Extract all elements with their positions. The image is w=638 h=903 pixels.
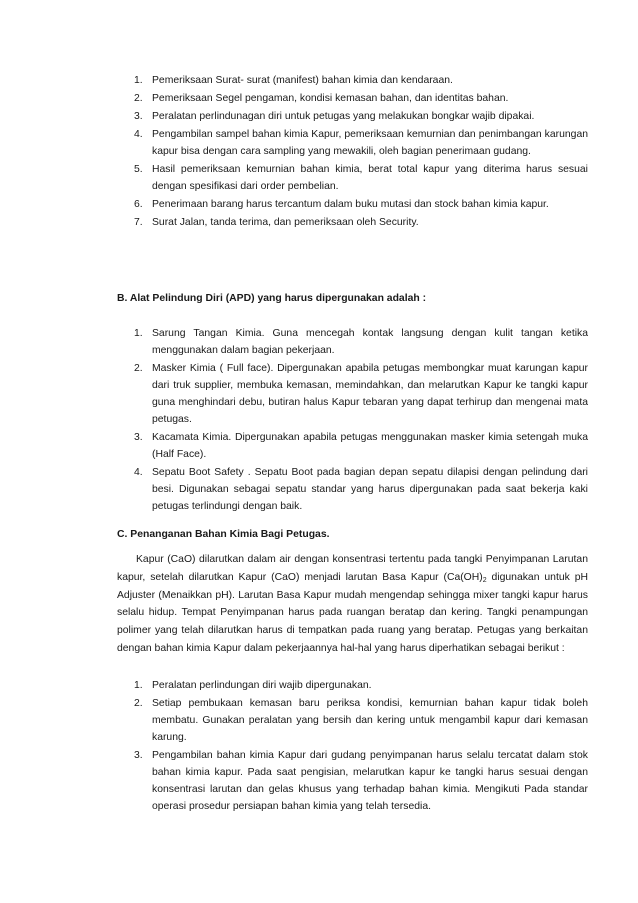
list-number: 5.	[134, 164, 143, 175]
inspection-list	[117, 72, 588, 232]
list-text: Setiap pembukaan kemasan baru periksa kondisi, kemurnian bahan kapur tidak boleh membatu. Gunakan peralatan yang bersih dan kering untuk mengambil kapur dari kemasan karung.	[152, 698, 588, 743]
list-text: Pemeriksaan Surat- surat (manifest) bahan kimia dan kendaraan.	[152, 75, 453, 86]
list-item	[117, 108, 588, 125]
list-item	[117, 429, 588, 463]
list-number: 1.	[134, 680, 143, 691]
list-item	[117, 90, 588, 107]
list-number: 2.	[134, 698, 143, 709]
list-number: 2.	[134, 93, 143, 104]
list-text: Sarung Tangan Kimia. Guna mencegah kontak langsung dengan kulit tangan ketika menggunakan dalam bagian pekerjaan.	[152, 328, 588, 356]
section-b-heading: B. Alat Pelindung Diri (APD) yang harus dipergunakan adalah :	[117, 293, 427, 304]
list-number: 6.	[134, 199, 143, 210]
list-text: Sepatu Boot Safety . Sepatu Boot pada bagian depan sepatu dilapisi dengan pelindung dari besi. Digunakan sebagai sepatu standar yang harus dipergunakan pada saat bekerja kaki petugas terlindungi dengan baik.	[152, 467, 588, 512]
list-number: 4.	[134, 467, 143, 478]
list-item	[117, 196, 588, 213]
list-text: Peralatan perlindungan diri wajib dipergunakan.	[152, 680, 372, 691]
list-item	[117, 161, 588, 195]
list-text: Peralatan perlindunagan diri untuk petugas yang melakukan bongkar wajib dipakai.	[152, 111, 535, 122]
list-item	[117, 695, 588, 746]
list-item	[117, 325, 588, 359]
list-number: 3.	[134, 750, 143, 761]
list-item	[117, 677, 588, 694]
list-number: 4.	[134, 129, 143, 140]
list-item	[117, 126, 588, 160]
list-item	[117, 72, 588, 89]
list-item	[117, 464, 588, 515]
list-text: Hasil pemeriksaan kemurnian bahan kimia, berat total kapur yang diterima harus sesuai dengan spesifikasi dari order pembelian.	[152, 164, 588, 192]
list-item	[117, 747, 588, 815]
list-text: Pemeriksaan Segel pengaman, kondisi kemasan bahan, dan identitas bahan.	[152, 93, 509, 104]
list-number: 2.	[134, 363, 143, 374]
subscript: 2	[482, 576, 487, 584]
paragraph-text-continued: digunakan untuk pH Adjuster (Menaikkan pH). Larutan Basa Kapur mudah mengendap sehingga mixer tangki kapur harus selalu hidup. Tempat Penyimpanan harus pada ruangan beratap dan kering. Tangki penampungan polimer yang telah dilarutkan harus di tempatkan pada ruang yang beratap. Petugas yang berkaitan dengan bahan kimia Kapur dalam pekerjaannya hal-hal yang harus diperhatikan sebagai berikut :	[117, 571, 588, 654]
list-item	[117, 360, 588, 428]
list-text: Pengambilan bahan kimia Kapur dari gudang penyimpanan harus selalu tercatat dalam stok bahan kimia kapur. Pada saat pengisian, melarutkan kapur ke tangki harus sesuai dengan konsentrasi larutan dan gelas khusus yang terhadap bahan kimia. Mengikuti Pada standar operasi prosedur persiapan bahan kimia yang telah tersedia.	[152, 750, 588, 812]
list-number: 3.	[134, 111, 143, 122]
section-c-paragraph	[117, 551, 588, 658]
list-text: Penerimaan barang harus tercantum dalam buku mutasi dan stock bahan kimia kapur.	[152, 199, 549, 210]
list-number: 1.	[134, 328, 143, 339]
list-number: 3.	[134, 432, 143, 443]
list-text: Surat Jalan, tanda terima, dan pemeriksaan oleh Security.	[152, 217, 419, 228]
list-text: Kacamata Kimia. Dipergunakan apabila petugas menggunakan masker kimia setengah muka (Half Face).	[152, 432, 588, 460]
handling-list	[117, 677, 588, 816]
section-c-heading: C. Penanganan Bahan Kimia Bagi Petugas.	[117, 529, 330, 540]
list-number: 7.	[134, 217, 143, 228]
paragraph-text: Kapur (CaO) dilarutkan dalam air dengan konsentrasi tertentu pada tangki Penyimpanan Larutan kapur, setelah dilarutkan Kapur (CaO) menjadi larutan Basa Kapur (Ca(OH)	[117, 554, 588, 583]
apd-list	[117, 325, 588, 516]
list-number: 1.	[134, 75, 143, 86]
list-item	[117, 214, 588, 231]
list-text: Masker Kimia ( Full face). Dipergunakan apabila petugas membongkar muat karungan kapur dari truk supplier, membuka kemasan, memindahkan, dan melarutkan Kapur ke tangki kapur guna menghindari debu, butiran halus Kapur tebaran yang dapat terhirup dan mengenai mata petugas.	[152, 363, 588, 425]
list-text: Pengambilan sampel bahan kimia Kapur, pemeriksaan kemurnian dan penimbangan karungan kapur bisa dengan cara sampling yang mewakili, oleh bagian penerimaan gudang.	[152, 129, 588, 157]
